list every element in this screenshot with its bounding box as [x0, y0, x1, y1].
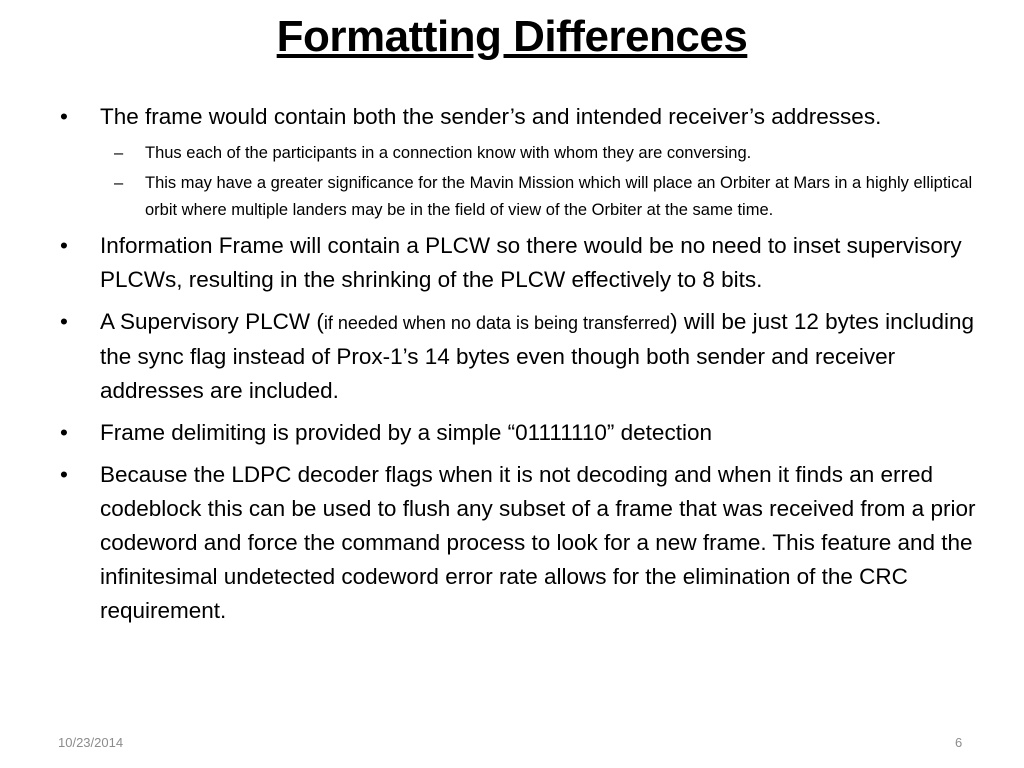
slide-number: 6 [955, 735, 963, 750]
bullet-2 [56, 229, 976, 297]
sub-bullet-marker: – [114, 174, 124, 192]
bullet-5 [56, 458, 976, 628]
bullet-3 [56, 305, 976, 408]
sub-bullet-1-1-text: Thus each of the participants in a connection know with whom they are conversing. [145, 144, 752, 162]
bullet-3-text-post: ) will be just 12 bytes including the sync flag instead of Prox-1’s 14 bytes even though both sender and receiver addresses are included. [100, 309, 974, 403]
bullet-3-text-pre: A Supervisory PLCW ( [100, 309, 324, 334]
bullet-1 [56, 100, 976, 134]
footer-date: 10/23/2014 [58, 735, 124, 750]
bullet-1-text: The frame would contain both the sender’s and intended receiver’s addresses. [100, 104, 882, 129]
sub-bullet-1-2 [56, 170, 976, 224]
bullet-marker: • [60, 104, 68, 129]
sub-bullet-1-2-text: This may have a greater significance for the Mavin Mission which will place an Orbiter at Mars in a highly elliptical orbit where multiple landers may be in the field of view of the Orbiter at the same time. [145, 174, 973, 219]
bullet-3-text-parenthetical: if needed when no data is being transferred [323, 313, 671, 333]
bullet-2-text: Information Frame will contain a PLCW so there would be no need to inset supervisory PLCWs, resulting in the shrinking of the PLCW effectively to 8 bits. [100, 233, 962, 292]
bullet-4 [56, 416, 976, 450]
bullet-marker: • [60, 233, 68, 258]
bullet-marker: • [60, 309, 68, 334]
sub-bullet-1-1 [56, 140, 976, 167]
bullet-5-text: Because the LDPC decoder flags when it is not decoding and when it finds an erred codeblock this can be used to flush any subset of a frame that was received from a prior codeword and force the command process to look for a new frame. This feature and the infinitesimal undetected codeword error rate allows for the elimination of the CRC requirement. [100, 462, 976, 623]
bullet-marker: • [60, 462, 68, 487]
slide-content [56, 100, 976, 636]
bullet-4-text: Frame delimiting is provided by a simple “01111110” detection [100, 420, 712, 445]
bullet-marker: • [60, 420, 68, 445]
sub-bullet-marker: – [114, 144, 124, 162]
slide-title: Formatting Differences [276, 12, 748, 61]
